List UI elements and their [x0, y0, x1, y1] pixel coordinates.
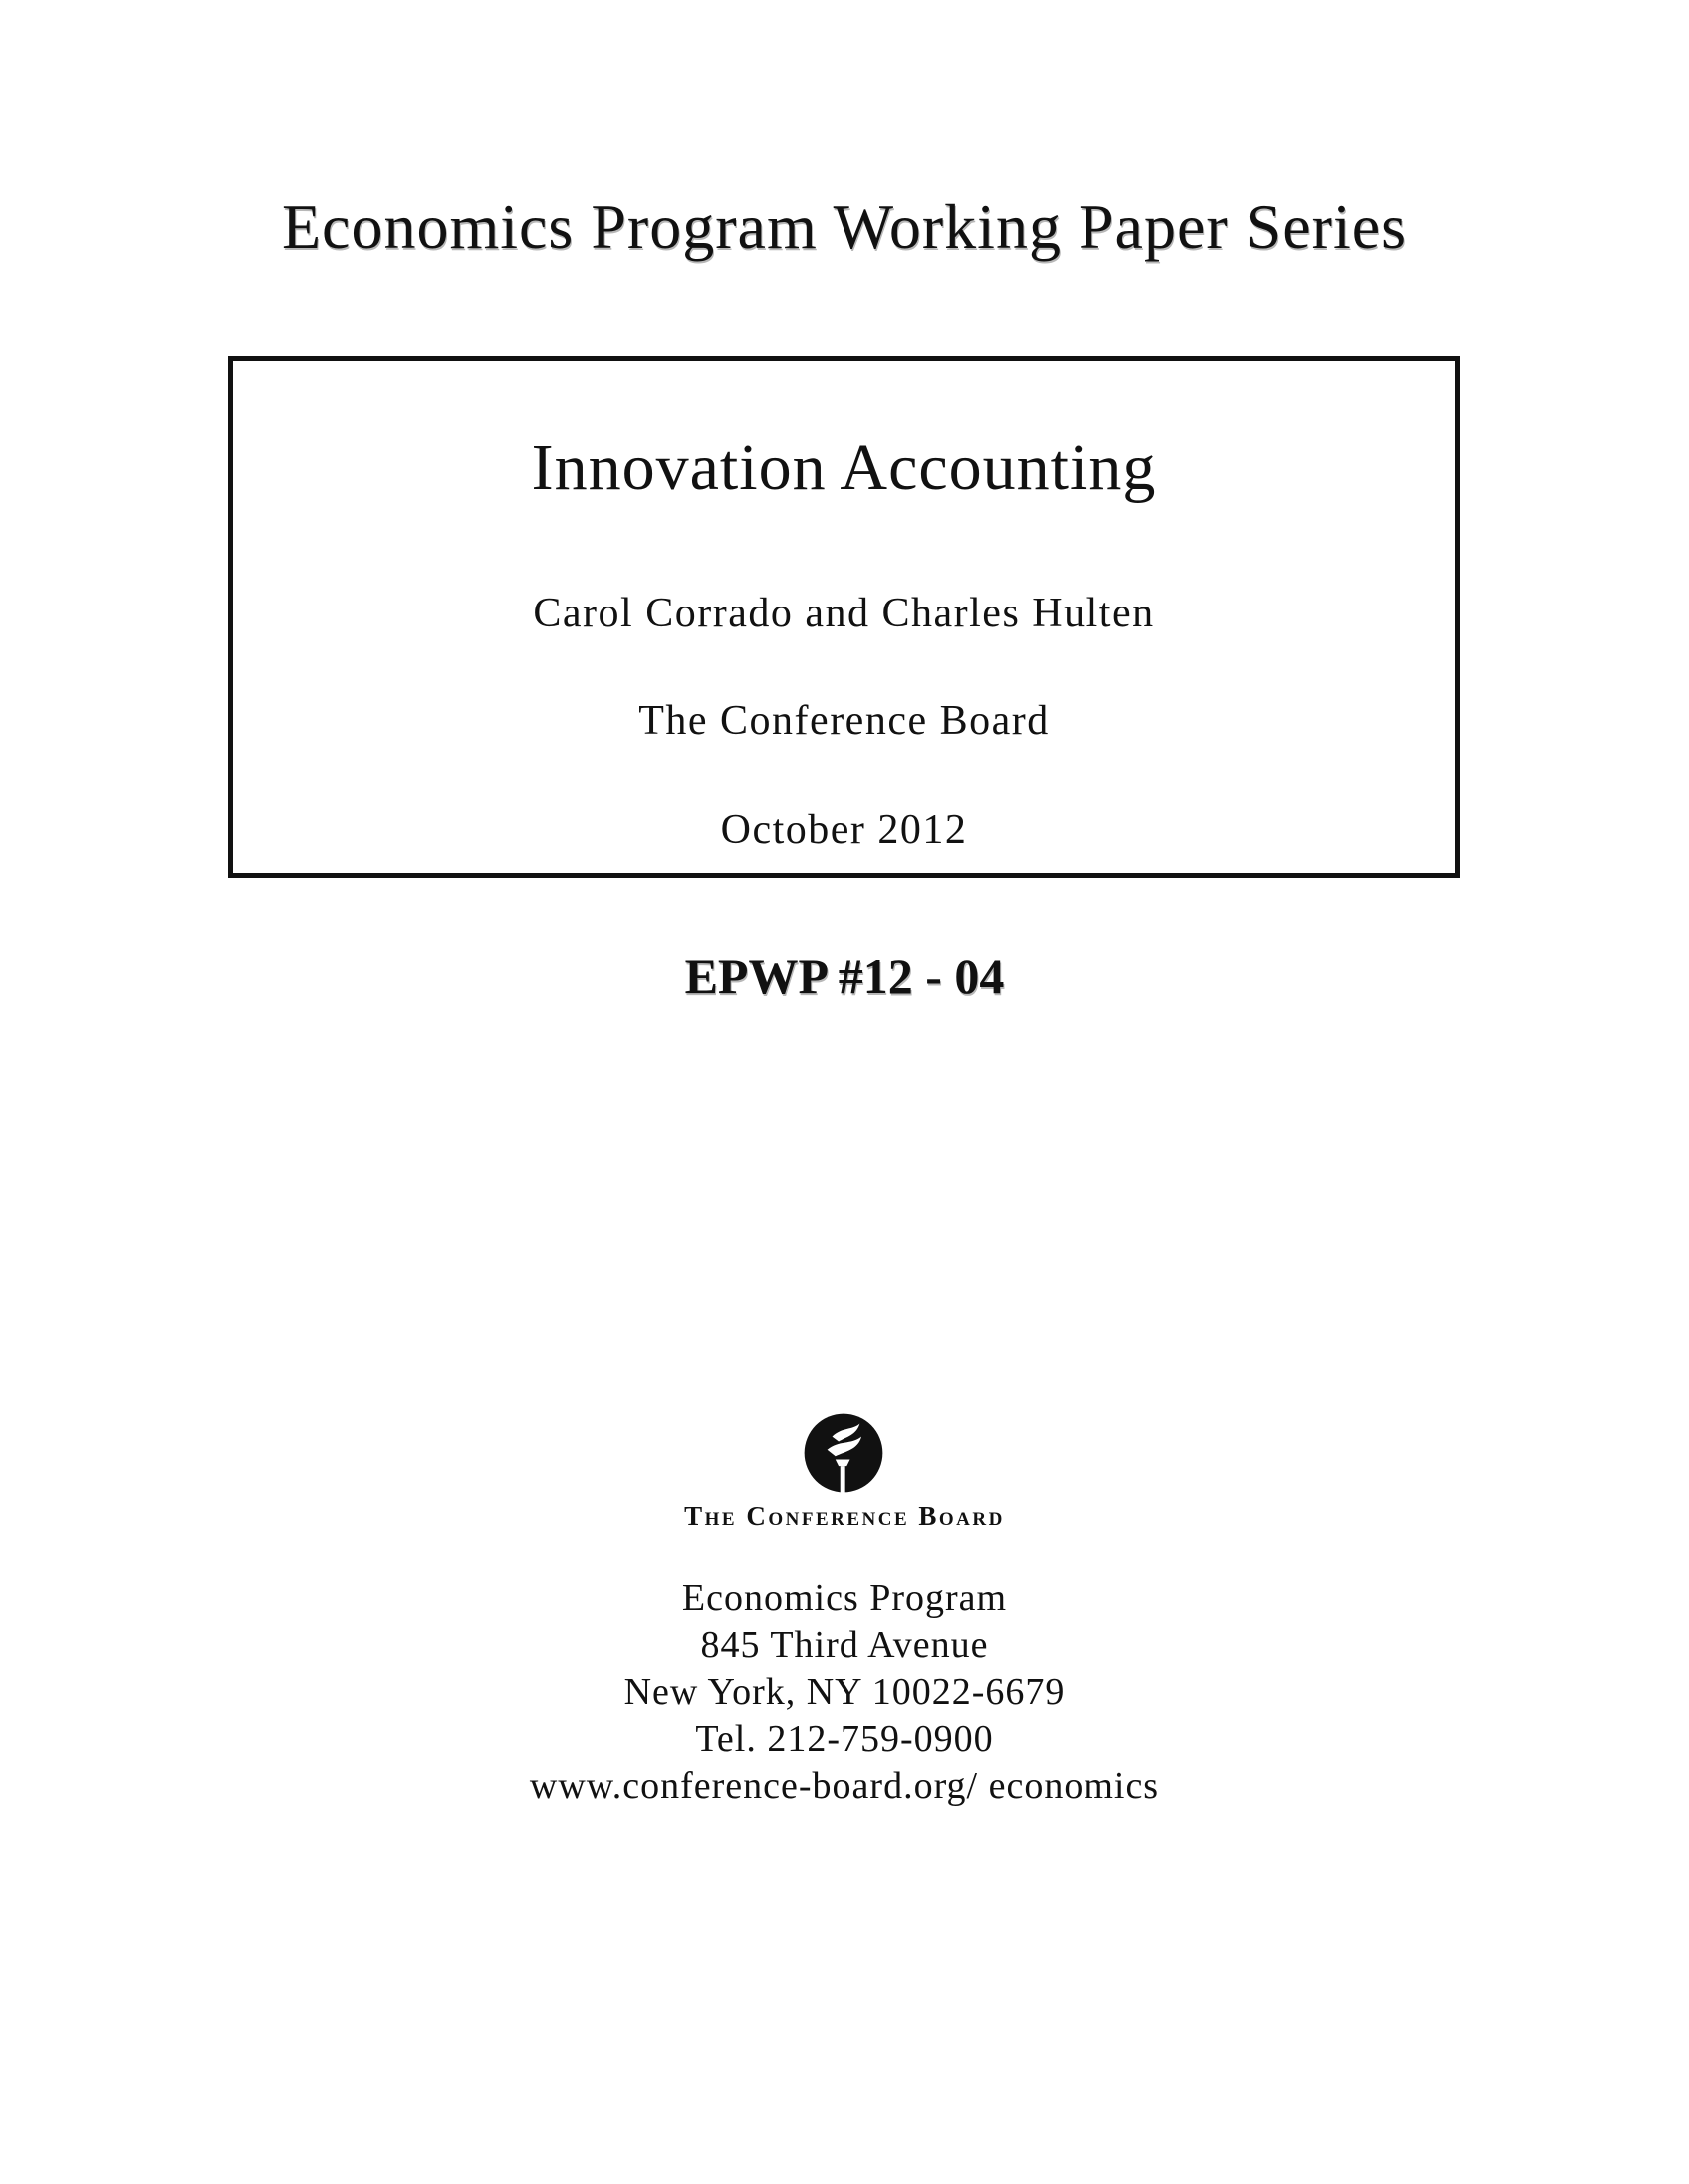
paper-authors: Carol Corrado and Charles Hulten — [533, 591, 1155, 636]
paper-title: Innovation Accounting — [531, 431, 1157, 504]
paper-date: October 2012 — [720, 807, 968, 852]
series-title: Economics Program Working Paper Series — [281, 191, 1408, 262]
paper-institution: The Conference Board — [638, 698, 1050, 744]
org-name: The Conference Board — [684, 1501, 1005, 1531]
address-block — [0, 1576, 1689, 1810]
address-city: New York, NY 10022-6679 — [623, 1671, 1066, 1713]
torch-globe-logo-icon — [803, 1412, 884, 1494]
title-box — [228, 356, 1460, 878]
address-program: Economics Program — [681, 1577, 1008, 1619]
address-phone: Tel. 212-759-0900 — [695, 1718, 994, 1760]
address-street: 845 Third Avenue — [700, 1624, 989, 1666]
paper-id: EPWP #12 - 04 — [684, 948, 1005, 1004]
address-website[interactable]: www.conference-board.org/ economics — [529, 1765, 1160, 1807]
